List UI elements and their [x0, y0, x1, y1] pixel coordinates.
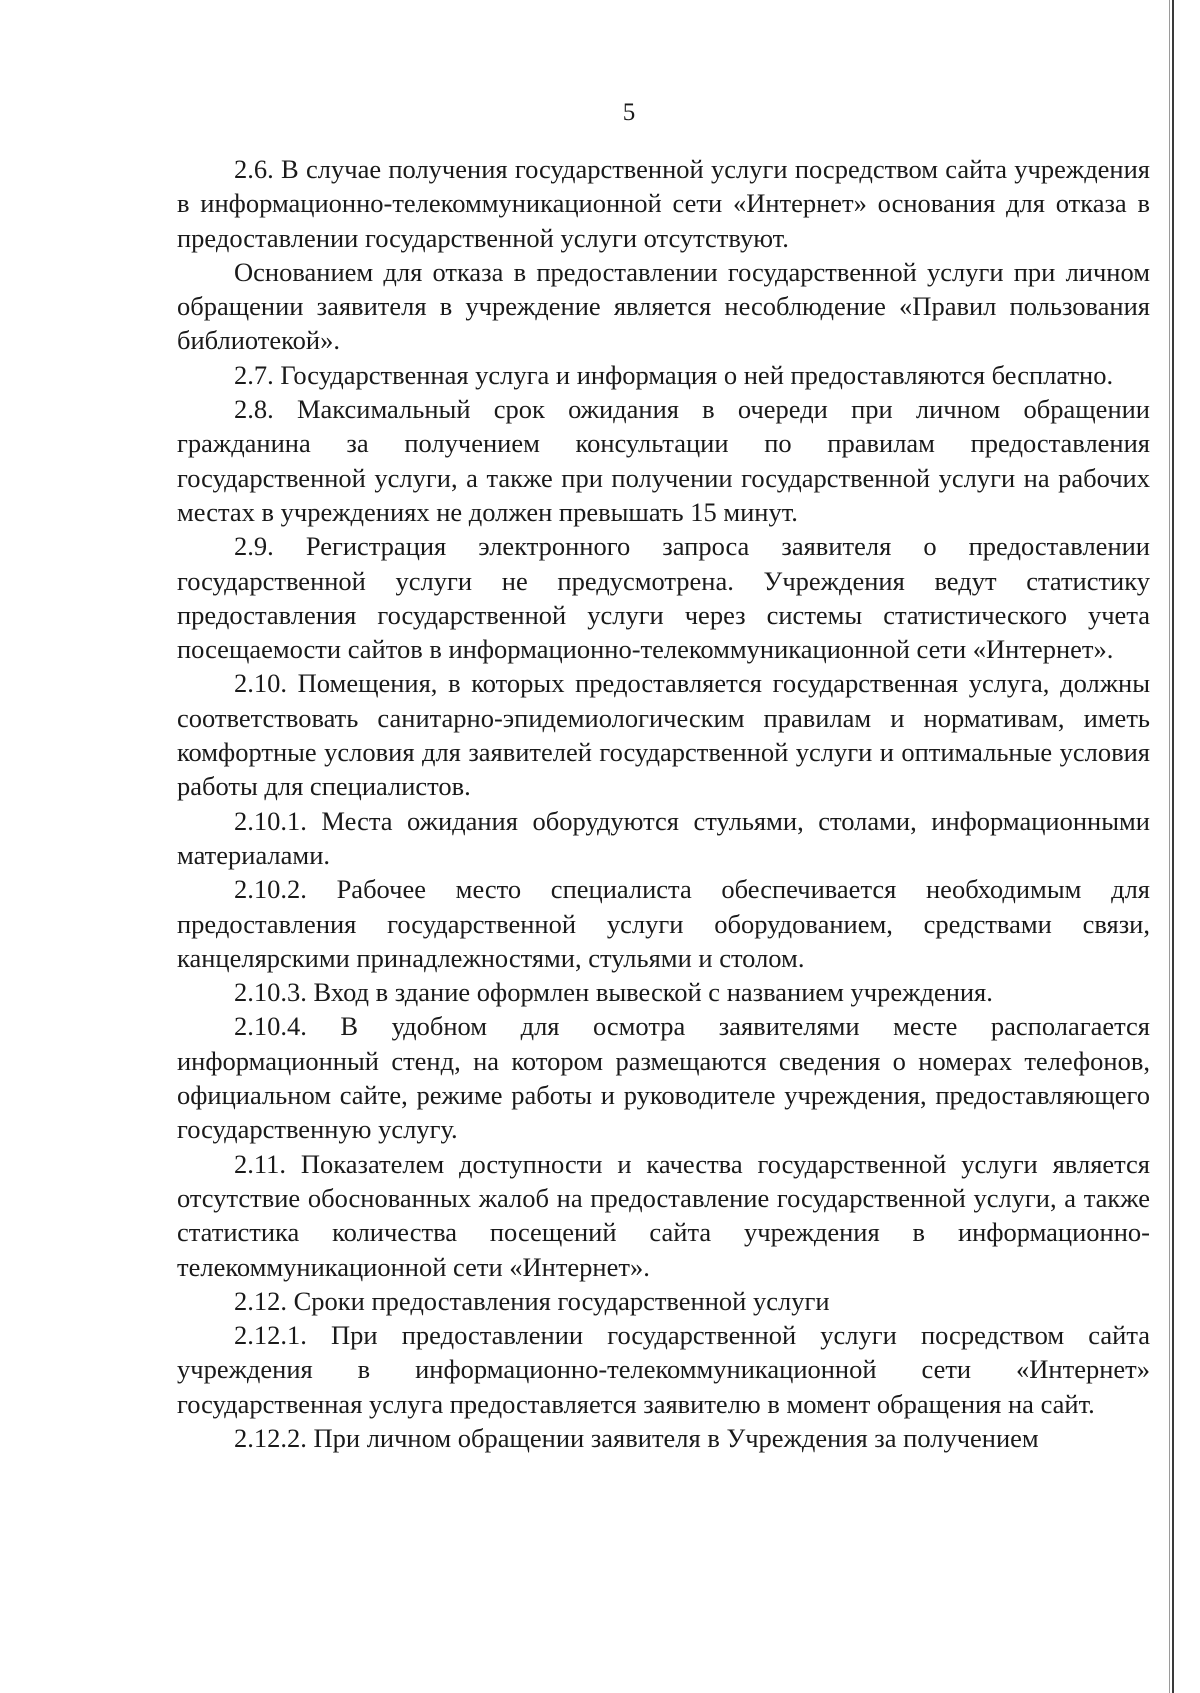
- scan-edge-line: [1172, 0, 1174, 1693]
- paragraph-2-11: 2.11. Показателем доступности и качества государственной услуги является отсутствие обоснованных жалоб на предоставление государственной услуги, а также статистика количества посещений сайта учреждения в информационно-телекоммуникационной сети «Интернет».: [177, 1148, 1150, 1282]
- paragraph-2-12: 2.12. Сроки предоставления государственной услуги: [234, 1285, 830, 1316]
- paragraph-2-7: 2.7. Государственная услуга и информация о ней предоставляются бесплатно.: [234, 359, 1114, 390]
- paragraph-2-10-4: 2.10.4. В удобном для осмотра заявителями месте располагается информационный стенд, на котором размещаются сведения о номерах телефонов, официальном сайте, режиме работы и руководителе учреждения, предоставляющего государственную услугу.: [177, 1011, 1150, 1145]
- document-body: [177, 152, 1150, 1455]
- paragraph-2-12-2: 2.12.2. При личном обращении заявителя в Учреждения за получением: [234, 1422, 1039, 1453]
- paragraph-2-10-1: 2.10.1. Места ожидания оборудуются стульями, столами, информационными материалами.: [177, 805, 1150, 870]
- paragraph-refusal-grounds: Основанием для отказа в предоставлении государственной услуги при личном обращении заявителя в учреждение является несоблюдение «Правил пользования библиотекой».: [177, 256, 1150, 356]
- paragraph-2-10-2: 2.10.2. Рабочее место специалиста обеспечивается необходимым для предоставления государственной услуги оборудованием, средствами связи, канцелярскими принадлежностями, стульями и столом.: [177, 874, 1150, 973]
- page-number: 5: [622, 99, 636, 126]
- paragraph-2-8: 2.8. Максимальный срок ожидания в очереди при личном обращении гражданина за получением консультации по правилам предоставления государственной услуги, а также при получении государственной услуги на рабочих местах в учреждениях не должен превышать 15 минут.: [177, 394, 1150, 527]
- paragraph-2-12-1: 2.12.1. При предоставлении государственной услуги посредством сайта учреждения в информационно-телекоммуникационной сети «Интернет» государственная услуга предоставляется заявителю в момент обращения на сайт.: [177, 1320, 1150, 1419]
- paragraph-2-6: 2.6. В случае получения государственной услуги посредством сайта учреждения в информационно-телекоммуникационной сети «Интернет» основания для отказа в предоставлении государственной услуги отсутствуют.: [177, 154, 1150, 253]
- paragraph-2-10: 2.10. Помещения, в которых предоставляется государственная услуга, должны соответствовать санитарно-эпидемиологическим правилам и нормативам, иметь комфортные условия для заявителей государственной услуги и оптимальные условия работы для специалистов.: [177, 668, 1150, 802]
- scan-edge-shadow: [1169, 0, 1170, 1693]
- paragraph-2-9: 2.9. Регистрация электронного запроса заявителя о предоставлении государственной услуги не предусмотрена. Учреждения ведут статистику предоставления государственной услуги через системы статистического учета посещаемости сайтов в информационно-телекоммуникационной сети «Интернет».: [177, 531, 1150, 665]
- paragraph-2-10-3: 2.10.3. Вход в здание оформлен вывеской с названием учреждения.: [234, 977, 993, 1008]
